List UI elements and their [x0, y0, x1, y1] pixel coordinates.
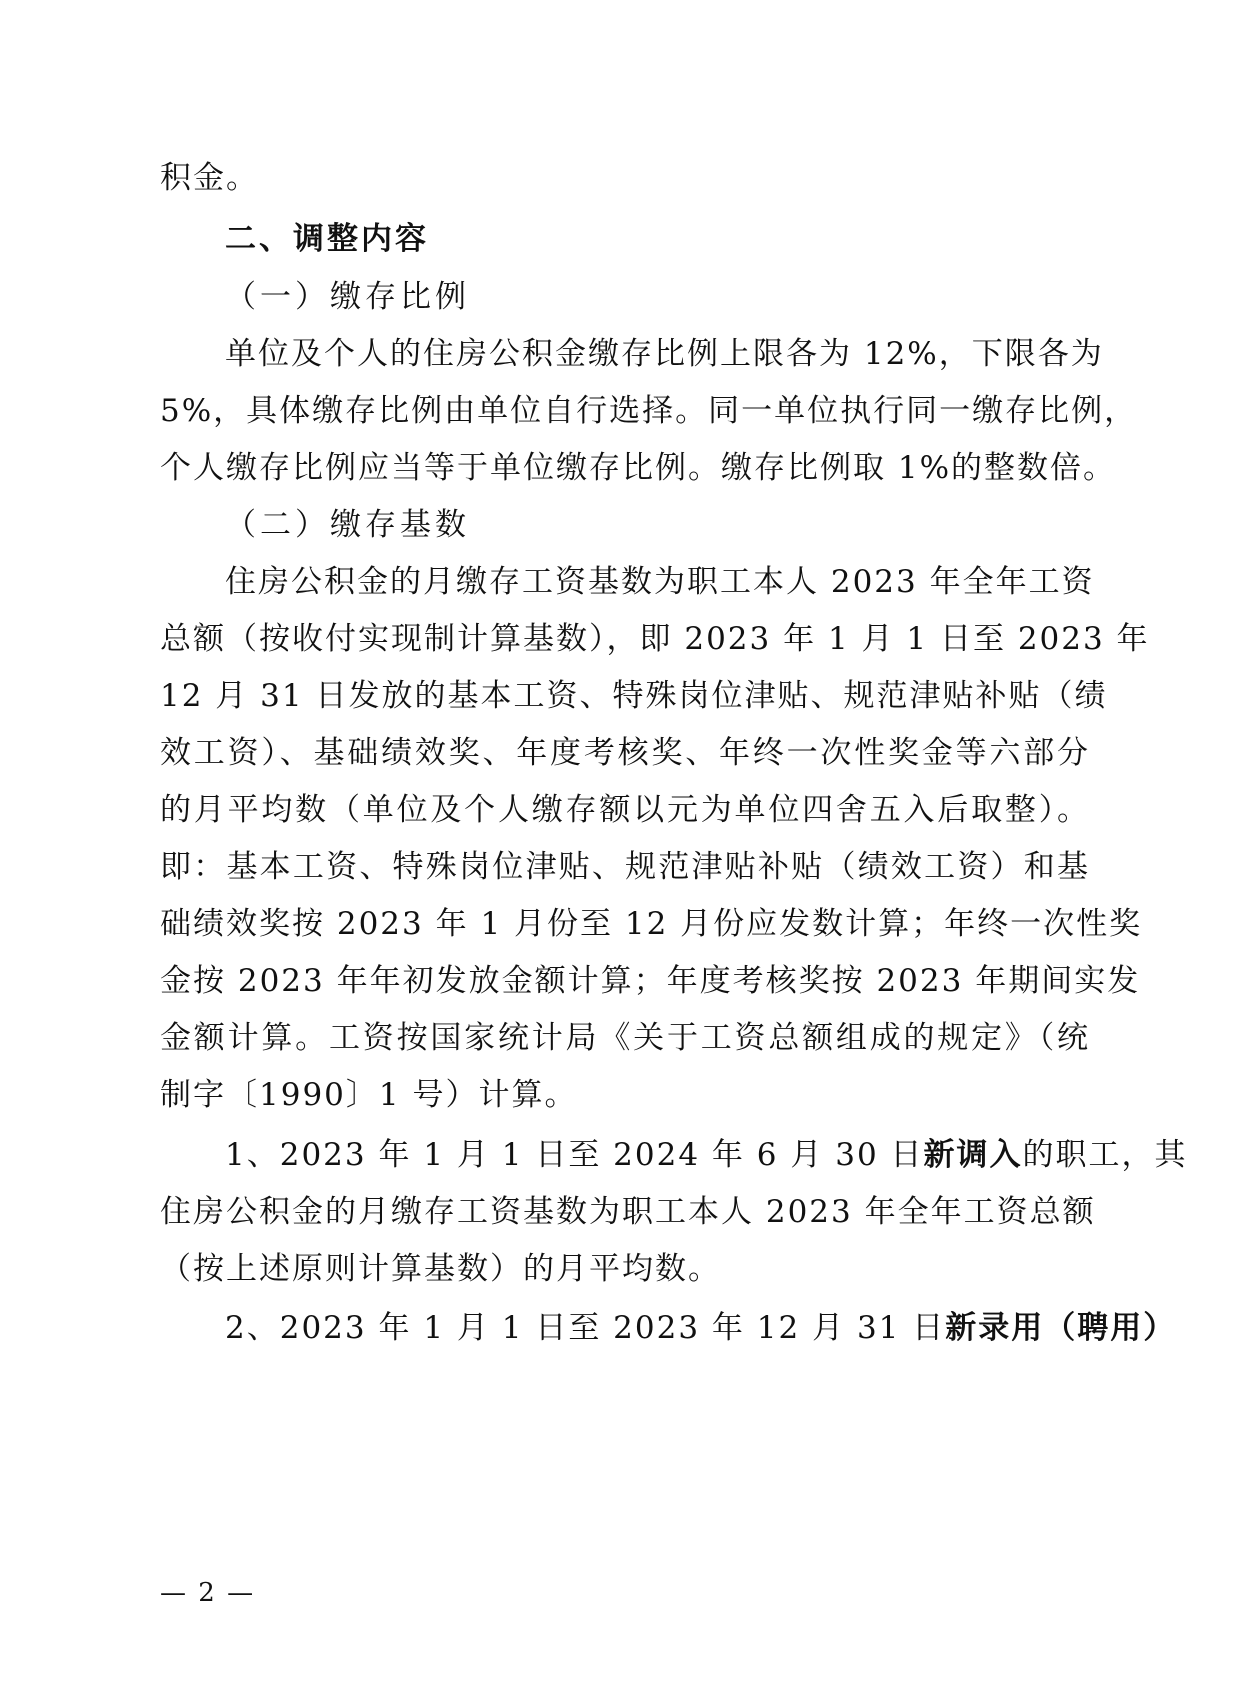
- paragraph-line: 金按 2023 年年初发放金额计算；年度考核奖按 2023 年期间实发: [160, 963, 1141, 999]
- subsection-heading-contribution-base: （二）缴存基数: [225, 507, 470, 543]
- paragraph-line: 住房公积金的月缴存工资基数为职工本人 2023 年全年工资总额: [160, 1194, 1096, 1230]
- section-heading-adjustment-content: 二、调整内容: [225, 221, 429, 257]
- paragraph-line: 个人缴存比例应当等于单位缴存比例。缴存比例取 1%的整数倍。: [160, 450, 1117, 486]
- paragraph-line: 制字〔1990〕1 号）计算。: [160, 1077, 578, 1113]
- paragraph-line: 总额（按收付实现制计算基数），即 2023 年 1 月 1 日至 2023 年: [160, 621, 1150, 657]
- list-item-2-prefix: 2、2023 年 1 月 1 日至 2023 年 12 月 31 日: [225, 1310, 946, 1346]
- subsection-heading-contribution-ratio: （一）缴存比例: [225, 279, 470, 315]
- page-number: — 2 —: [160, 1578, 256, 1608]
- paragraph-line: 金额计算。工资按国家统计局《关于工资总额组成的规定》（统: [160, 1020, 1090, 1056]
- list-item-2-line: [225, 1308, 1177, 1348]
- paragraph-line: 5%，具体缴存比例由单位自行选择。同一单位执行同一缴存比例，: [160, 393, 1138, 429]
- list-item-2-emphasis: 新录用（聘用）: [945, 1310, 1177, 1346]
- paragraph-line: 住房公积金的月缴存工资基数为职工本人 2023 年全年工资: [225, 564, 1095, 600]
- list-item-1-line: [225, 1135, 1188, 1175]
- paragraph-line-continuation: 积金。: [160, 160, 259, 196]
- paragraph-line: 12 月 31 日发放的基本工资、特殊岗位津贴、规范津贴补贴（绩: [160, 678, 1108, 714]
- list-item-1-suffix: 的职工，其: [1022, 1137, 1188, 1173]
- paragraph-line: 础绩效奖按 2023 年 1 月份至 12 月份应发数计算；年终一次性奖: [160, 906, 1143, 942]
- paragraph-line: 单位及个人的住房公积金缴存比例上限各为 12%，下限各为: [225, 336, 1104, 372]
- list-item-1-prefix: 1、2023 年 1 月 1 日至 2024 年 6 月 30 日: [225, 1137, 924, 1173]
- list-item-1-emphasis: 新调入: [923, 1137, 1023, 1173]
- paragraph-line: 的月平均数（单位及个人缴存额以元为单位四舍五入后取整）。: [160, 792, 1090, 828]
- paragraph-line: 即：基本工资、特殊岗位津贴、规范津贴补贴（绩效工资）和基: [160, 849, 1090, 885]
- paragraph-line: （按上述原则计算基数）的月平均数。: [160, 1251, 721, 1287]
- paragraph-line: 效工资）、基础绩效奖、年度考核奖、年终一次性奖金等六部分: [160, 735, 1090, 771]
